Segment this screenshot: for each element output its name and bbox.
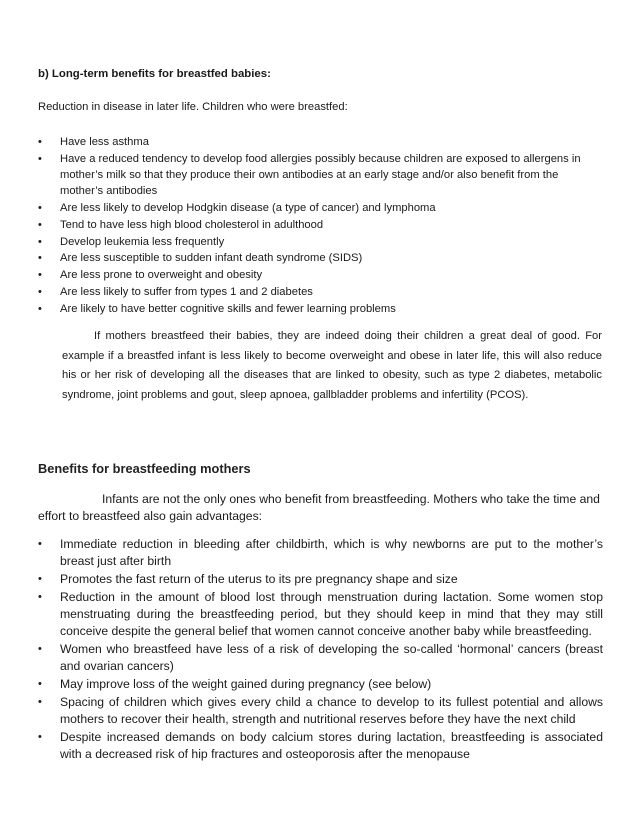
list-item: • Reduction in the amount of blood lost through menstruation during lactation. Some women stop menstruating during the breastfeeding period, but they should keep in mind that they may still conceive despite the general belief that women cannot conceive another baby while breastfeeding. bbox=[38, 589, 603, 639]
list-item: • Are less likely to develop Hodgkin disease (a type of cancer) and lymphoma bbox=[38, 200, 598, 216]
list-item: • Women who breastfeed have less of a risk of developing the so-called ‘hormonal’ cancers (breast and ovarian cancers) bbox=[38, 641, 603, 674]
list-item: • Immediate reduction in bleeding after childbirth, which is why newborns are put to the mother’s breast just after birth bbox=[38, 536, 603, 569]
list-item: • Have less asthma bbox=[38, 134, 598, 150]
list-item: • Spacing of children which gives every child a chance to develop to its fullest potential and allows mothers to recover their health, strength and nutritional reserves before they have the next child bbox=[38, 694, 603, 727]
list-item: • Develop leukemia less frequently bbox=[38, 234, 598, 250]
list-item: • Are less likely to suffer from types 1 and 2 diabetes bbox=[38, 284, 598, 300]
list-item: • Despite increased demands on body calcium stores during lactation, breastfeeding is associated with a decreased risk of hip fractures and osteoporosis after the menopause bbox=[38, 729, 603, 762]
babies-benefits-list bbox=[38, 134, 598, 318]
babies-summary-paragraph: If mothers breastfeed their babies, they are indeed doing their children a great deal of good. For example if a breastfed infant is less likely to become overweight and obese in later life, this will also reduce his or her risk of developing all the diseases that are linked to obesity, such as type 2 diabetes, metabolic syndrome, joint problems and gout, sleep apnoea, gallbladder problems and infertility (PCOS). bbox=[62, 330, 602, 401]
list-item: • Are less prone to overweight and obesity bbox=[38, 267, 598, 283]
mothers-benefits-list bbox=[38, 536, 603, 764]
list-item: • Are less susceptible to sudden infant death syndrome (SIDS) bbox=[38, 250, 598, 266]
section-intro-babies: Reduction in disease in later life. Children who were breastfed: bbox=[38, 101, 348, 113]
section-intro-mothers: Infants are not the only ones who benefit from breastfeeding. Mothers who take the time and effort to breastfeed also gain advantages: bbox=[38, 492, 600, 523]
list-item: • May improve loss of the weight gained during pregnancy (see below) bbox=[38, 676, 603, 693]
list-item: • Tend to have less high blood cholesterol in adulthood bbox=[38, 217, 598, 233]
list-item: • Promotes the fast return of the uterus to its pre pregnancy shape and size bbox=[38, 571, 603, 588]
section-heading-babies: b) Long-term benefits for breastfed babies: bbox=[38, 68, 271, 80]
list-item: • Are likely to have better cognitive skills and fewer learning problems bbox=[38, 301, 598, 317]
list-item: • Have a reduced tendency to develop food allergies possibly because children are exposed to allergens in mother’s milk so that they produce their own antibodies at an early stage and/or also benefit from the mother’s antibodies bbox=[38, 151, 598, 200]
section-heading-mothers: Benefits for breastfeeding mothers bbox=[38, 461, 251, 476]
